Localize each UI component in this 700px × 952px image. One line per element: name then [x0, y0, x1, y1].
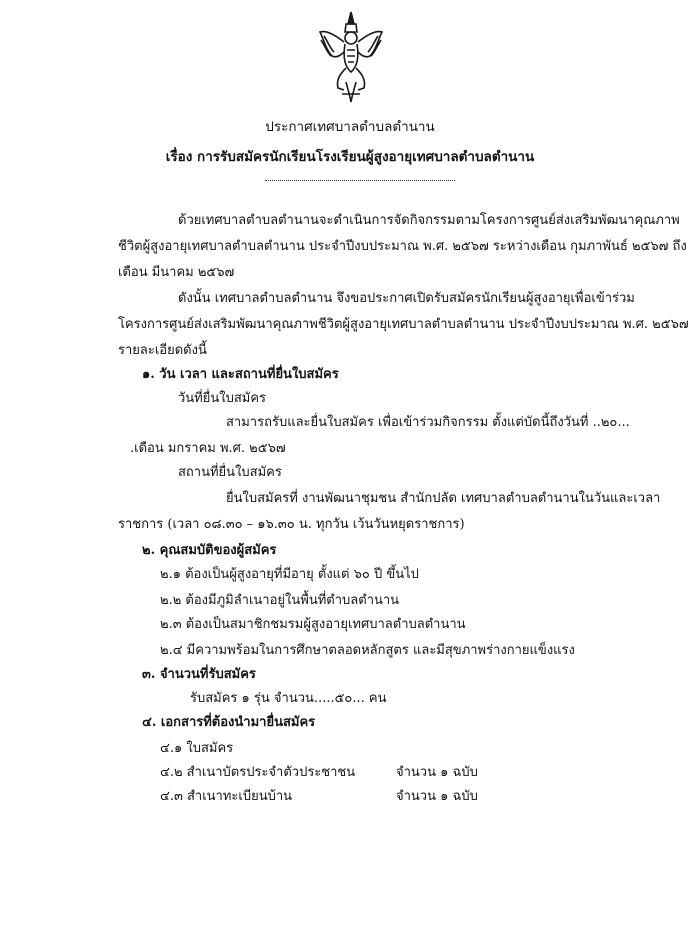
section-4-item-quantity: จำนวน ๑ ฉบับ	[396, 765, 478, 780]
section-1-date-line-1: สามารถรับและยื่นใบสมัคร เพื่อเข้าร่วมกิจกรรม ตั้งแต่บัดนี้ถึงวันที่ ..๒๐...	[226, 415, 630, 430]
section-2-item: ๒.๒ ต้องมีภูมิลำเนาอยู่ในพื้นที่ตำบลตำนาน	[160, 593, 400, 608]
section-3-text: รับสมัคร ๑ รุ่น จำนวน.....๕๐... คน	[190, 691, 387, 706]
section-1-heading: ๑. วัน เวลา และสถานที่ยื่นใบสมัคร	[142, 367, 339, 382]
section-3-heading: ๓. จำนวนที่รับสมัคร	[142, 667, 256, 682]
intro-paragraph-1-line-3: เดือน มีนาคม ๒๕๖๗	[118, 265, 235, 280]
section-2-heading: ๒. คุณสมบัติของผู้สมัคร	[142, 543, 277, 558]
intro-paragraph-1-line-1: ด้วยเทศบาลตำบลตำนานจะดำเนินการจัดกิจกรรมตามโครงการศูนย์ส่งเสริมพัฒนาคุณภาพ	[178, 213, 680, 228]
title-divider	[265, 180, 455, 181]
section-2-item: ๒.๔ มีความพร้อมในการศึกษาตลอดหลักสูตร และมีสุขภาพร่างกายแข็งแรง	[160, 643, 575, 658]
announcement-title: ประกาศเทศบาลตำบลตำนาน	[265, 119, 435, 135]
section-4-item: ๔.๑ ใบสมัคร	[160, 741, 234, 756]
section-4-item-quantity: จำนวน ๑ ฉบับ	[396, 789, 478, 804]
intro-paragraph-2-line-3: รายละเอียดดังนี้	[118, 343, 207, 358]
section-1-place-line-2: ราชการ (เวลา ๐๘.๓๐ – ๑๖.๓๐ น. ทุกวัน เว้นวันหยุดราชการ)	[118, 517, 465, 532]
announcement-subject: เรื่อง การรับสมัครนักเรียนโรงเรียนผู้สูงอายุเทศบาลตำบลตำนาน	[165, 149, 535, 165]
garuda-emblem-icon	[316, 10, 386, 105]
intro-paragraph-2-line-2: โครงการศูนย์ส่งเสริมพัฒนาคุณภาพชีวิตผู้สูงอายุเทศบาลตำบลตำนาน ประจำปีงบประมาณ พ.ศ. ๒๕๖๗	[118, 317, 689, 332]
section-1-date-label: วันที่ยื่นใบสมัคร	[178, 391, 267, 406]
section-2-item: ๒.๑ ต้องเป็นผู้สูงอายุที่มีอายุ ตั้งแต่ ๖๐ ปี ขึ้นไป	[160, 567, 419, 582]
section-4-heading: ๔. เอกสารที่ต้องนำมายื่นสมัคร	[142, 715, 316, 730]
intro-paragraph-1-line-2: ชีวิตผู้สูงอายุเทศบาลตำบลตำนาน ประจำปีงบประมาณ พ.ศ. ๒๕๖๗ ระหว่างเดือน กุมภาพันธ์ ๒๕๖๗ ถึง	[118, 239, 687, 254]
section-4-item: ๔.๓ สำเนาทะเบียนบ้าน	[160, 789, 293, 804]
section-4-item: ๔.๒ สำเนาบัตรประจำตัวประชาชน	[160, 765, 356, 780]
intro-paragraph-2-line-1: ดังนั้น เทศบาลตำบลตำนาน จึงขอประกาศเปิดรับสมัครนักเรียนผู้สูงอายุเพื่อเข้าร่วม	[178, 291, 635, 306]
section-1-place-label: สถานที่ยื่นใบสมัคร	[178, 465, 282, 480]
section-1-date-line-2: .เดือน มกราคม พ.ศ. ๒๕๖๗	[130, 441, 286, 456]
section-2-item: ๒.๓ ต้องเป็นสมาชิกชมรมผู้สูงอายุเทศบาลตำบลตำนาน	[160, 617, 466, 632]
section-1-place-line-1: ยื่นใบสมัครที่ งานพัฒนาชุมชน สำนักปลัด เทศบาลตำบลตำนานในวันและเวลา	[226, 491, 661, 506]
